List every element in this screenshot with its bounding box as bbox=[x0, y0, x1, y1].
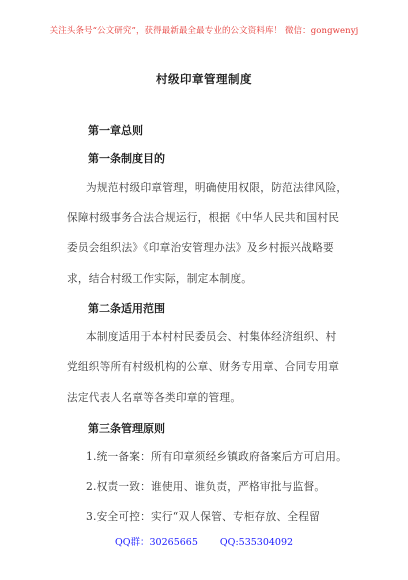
article-3-item-2: 2.权责一致：谁使用、谁负责，严格审批与监督。 bbox=[86, 480, 326, 493]
article-2-heading: 第二条适用范围 bbox=[88, 302, 165, 315]
article-1-heading: 第一条制度目的 bbox=[88, 152, 165, 165]
qq-number: QQ:535304092 bbox=[219, 537, 294, 548]
article-3-item-1: 1.统一备案：所有印章须经乡镇政府备案后方可启用。 bbox=[86, 450, 348, 463]
article-3-item-3: 3.安全可控：实行“双人保管、专柜存放、全程留 bbox=[86, 510, 321, 523]
article-3-heading: 第三条管理原则 bbox=[88, 422, 165, 435]
chapter-heading: 第一章总则 bbox=[88, 124, 143, 137]
article-2-line-3: 法定代表人名章等各类印章的管理。 bbox=[67, 391, 242, 404]
article-2-line-2: 党组织等所有村级机构的公章、财务专用章、合同专用章 bbox=[67, 360, 340, 373]
top-banner: 关注头条号“公文研究”，获得最新最全最专业的公文资料库！ 微信：gongwenyj bbox=[49, 26, 359, 36]
article-1-line-3: 委员会组织法》《印章治安管理办法》及乡村振兴战略要 bbox=[67, 241, 334, 254]
document-title: 村级印章管理制度 bbox=[156, 72, 252, 86]
qq-footer bbox=[0, 534, 408, 548]
article-1-line-4: 求，结合村级工作实际，制定本制度。 bbox=[67, 272, 253, 285]
qq-group-number: QQ群：30265665 bbox=[114, 537, 198, 548]
article-1-line-2: 保障村级事务合法合规运行，根据《中华人民共和国村民 bbox=[67, 211, 340, 224]
article-2-line-1: 本制度适用于本村村民委员会、村集体经济组织、村 bbox=[86, 330, 337, 343]
article-1-line-1: 为规范村级印章管理，明确使用权限，防范法律风险， bbox=[86, 181, 348, 194]
